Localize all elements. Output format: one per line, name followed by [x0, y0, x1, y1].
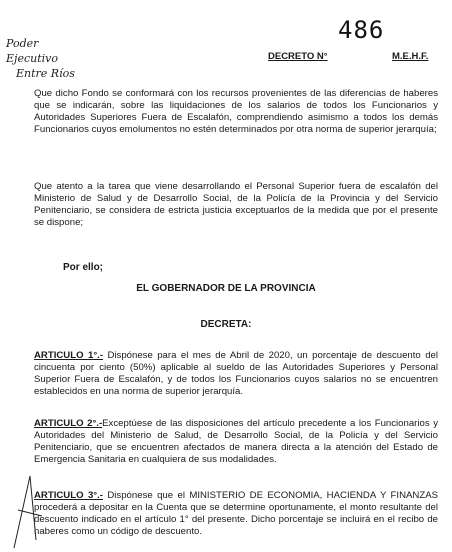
- issuer-header: [6, 36, 86, 81]
- por-ello-heading: Por ello;: [63, 262, 104, 273]
- article-2-heading: ARTICULO 2°.-: [34, 418, 103, 429]
- governor-heading: EL GOBERNADOR DE LA PROVINCIA: [136, 283, 316, 294]
- article-2-text: Exceptúese de las disposiciones del artículo precedente a los Funcionarios y Autoridades del Ministerio de Salud, de Desarrollo Social, de la Policía y del Servicio Penitenciario, que se encuentren afectados de manera directa a la atención del Estado de Emergencia Sanitaria en cualquiera de sus modalidades.: [34, 418, 438, 465]
- article-1: [34, 350, 438, 398]
- article-3-heading: ARTICULO 3°.-: [34, 490, 103, 501]
- article-1-heading: ARTICULO 1°.-: [34, 350, 104, 361]
- article-2: [34, 418, 438, 466]
- article-3-text: Dispónese que el MINISTERIO DE ECONOMIA, HACIENDA Y FINANZAS procederá a depositar en la Cuenta que se determine oportunamente, el monto resultante del descuento indicado en el artículo 1° del presente. Dicho porcentaje se incluirá en el recibo de haberes como un código de descuento.: [34, 490, 438, 537]
- decree-department: M.E.H.F.: [392, 51, 429, 62]
- considerando-paragraph-2: Que atento a la tarea que viene desarrollando el Personal Superior fuera de escalafón del Ministerio de Salud y de Desarrollo Social, de la Policía de la Provincia y del Servicio Penitenciario, se considera de estricta justicia exceptuarlos de la medida que por el presente se dispone;: [34, 181, 438, 228]
- issuer-line-2: Entre Ríos: [16, 67, 75, 80]
- article-1-text: Dispónese para el mes de Abril de 2020, un porcentaje de descuento del cincuenta por ciento (50%) aplicable al sueldo de las Autoridades Superiores y Personal Superior Fuera de Escalafón, y de todos los Funcionarios cuyos salarios no se encuentren establecidos en una norma de superior jerarquía.: [34, 350, 438, 397]
- considerando-paragraph-1: Que dicho Fondo se conformará con los recursos provenientes de las diferencias de haberes que se indicarán, sobre las liquidaciones de los salarios de todos los Funcionarios y Autoridades Superiores Fuera de Escalafón, comprendiendo asimismo a todos los demás Funcionarios cuyos emolumentos no estén determinados por otra norma de superior jerarquía;: [34, 88, 438, 135]
- article-3: [34, 490, 438, 538]
- decree-number: 486: [338, 16, 385, 44]
- handwritten-signature-mark: [0, 470, 60, 552]
- decree-label: DECRETO N°: [268, 51, 328, 62]
- issuer-line-1: Poder Ejecutivo: [6, 37, 58, 65]
- decreta-heading: DECRETA:: [200, 319, 252, 330]
